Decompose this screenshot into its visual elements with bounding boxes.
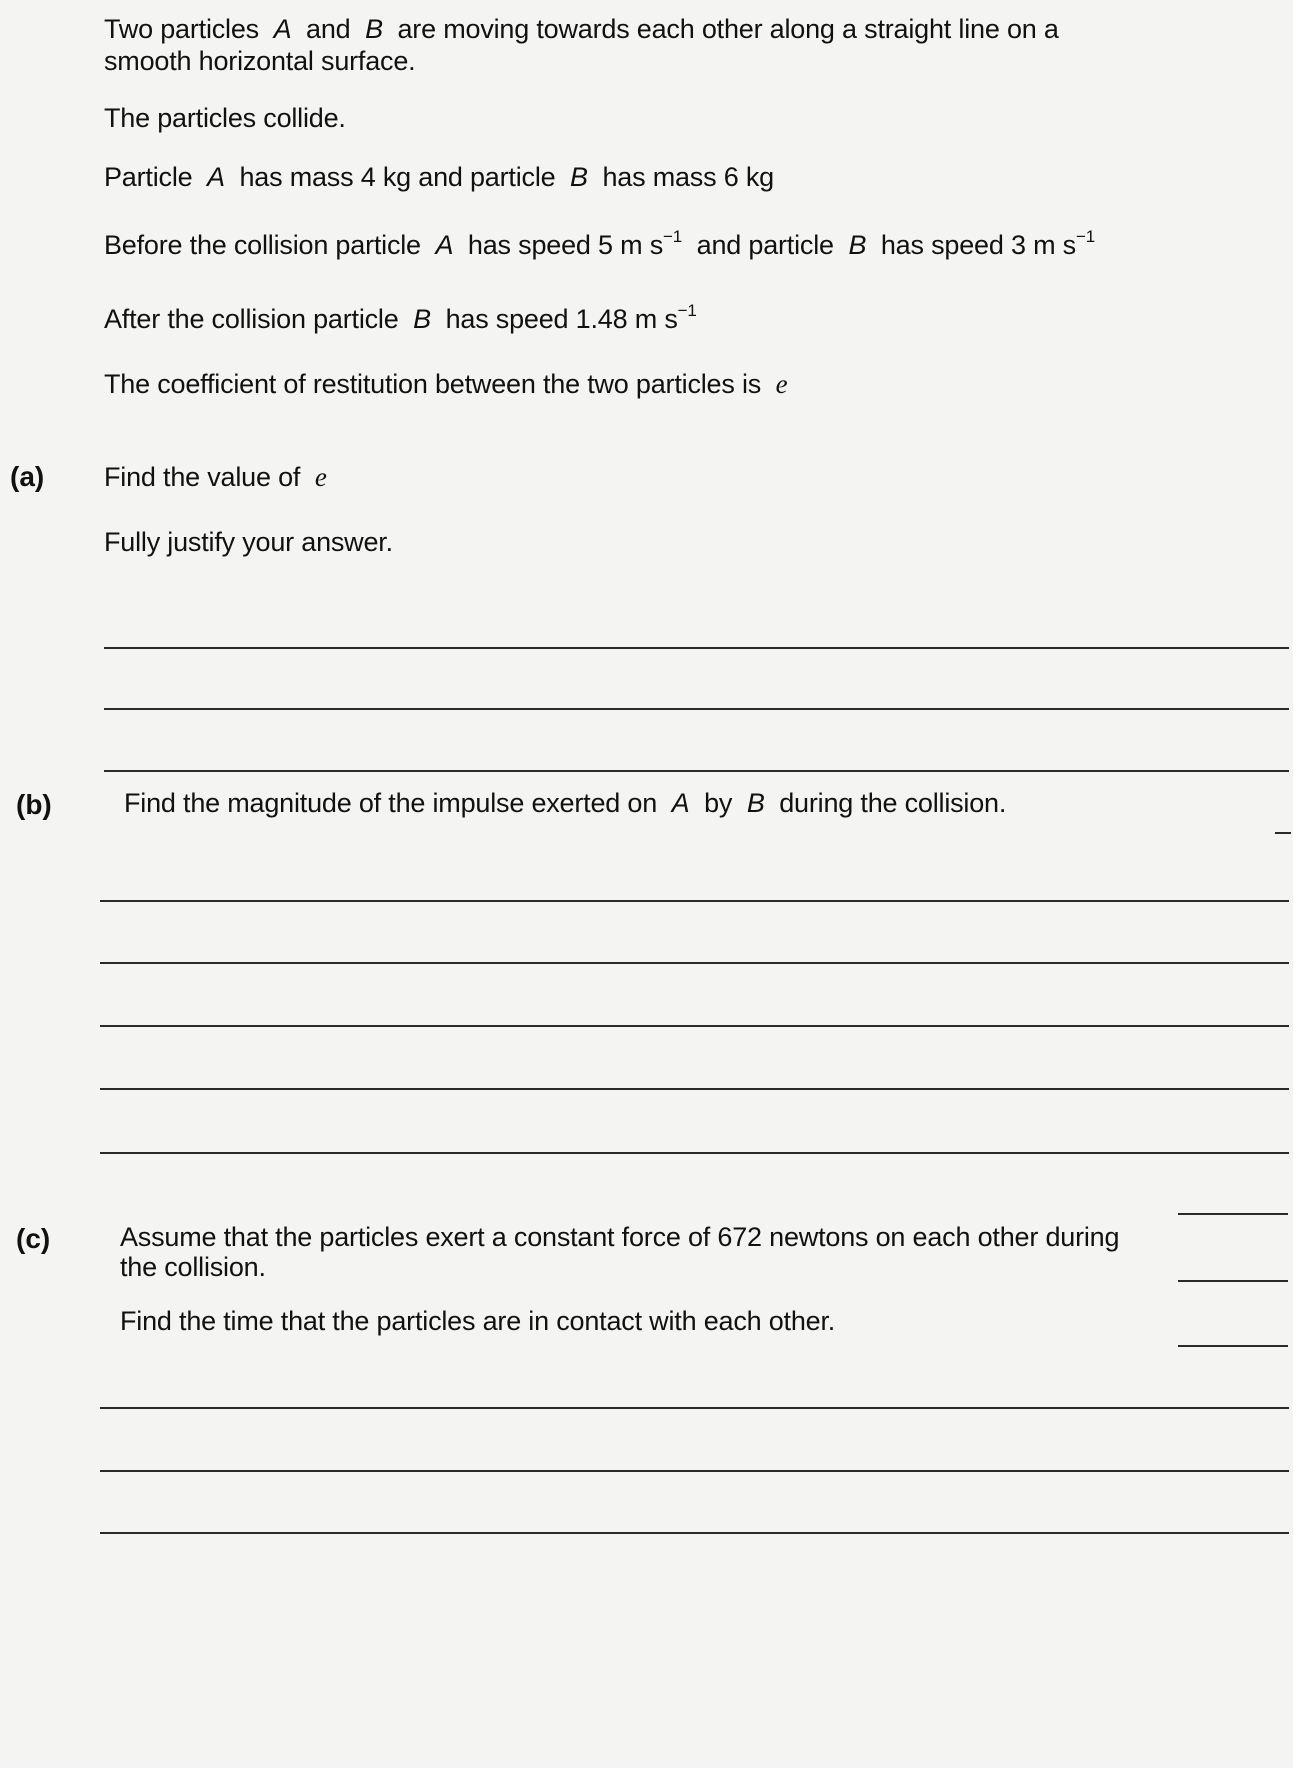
part-a-question: Find the value of e xyxy=(104,462,327,492)
intro-line-3: The particles collide. xyxy=(104,103,346,133)
answer-line[interactable] xyxy=(100,1407,1289,1409)
margin-tick xyxy=(1178,1213,1288,1215)
intro-line-7: The coefficient of restitution between the two particles is e xyxy=(104,369,788,399)
intro-line-1: Two particles A and B are moving towards each other along a straight line on a xyxy=(104,14,1059,44)
part-c-label: (c) xyxy=(16,1223,51,1254)
part-b-question: Find the magnitude of the impulse exerted on A by B during the collision. xyxy=(124,788,1007,818)
margin-tick xyxy=(1275,832,1291,834)
answer-line[interactable] xyxy=(100,900,1289,902)
answer-line[interactable] xyxy=(100,962,1289,964)
part-a-justify: Fully justify your answer. xyxy=(104,527,393,557)
margin-tick xyxy=(1178,1280,1288,1282)
answer-line[interactable] xyxy=(100,1532,1289,1534)
intro-line-2: smooth horizontal surface. xyxy=(104,46,416,76)
intro-line-5: Before the collision particle A has speed 5 m $s^{-1}$ and particle B has speed 3 m $s^{-1}$ xyxy=(104,227,1095,260)
intro-line-4: Particle A has mass 4 kg and particle B has mass 6 kg xyxy=(104,162,774,192)
answer-line[interactable] xyxy=(104,708,1289,710)
answer-line[interactable] xyxy=(104,770,1289,772)
part-b-label: (b) xyxy=(16,789,52,820)
margin-tick xyxy=(1178,1345,1288,1347)
answer-line[interactable] xyxy=(104,647,1289,649)
intro-line-6: After the collision particle B has speed 1.48 m $s^{-1}$ xyxy=(104,301,697,334)
answer-line[interactable] xyxy=(100,1088,1289,1090)
part-a-label: (a) xyxy=(10,461,45,492)
answer-line[interactable] xyxy=(100,1152,1289,1154)
part-c-question-line-1: Assume that the particles exert a constant force of 672 newtons on each other during xyxy=(120,1222,1120,1252)
part-c-question-line-3: Find the time that the particles are in contact with each other. xyxy=(120,1306,836,1336)
answer-line[interactable] xyxy=(100,1025,1289,1027)
answer-line[interactable] xyxy=(100,1470,1289,1472)
part-c-question-line-2: the collision. xyxy=(120,1252,266,1282)
